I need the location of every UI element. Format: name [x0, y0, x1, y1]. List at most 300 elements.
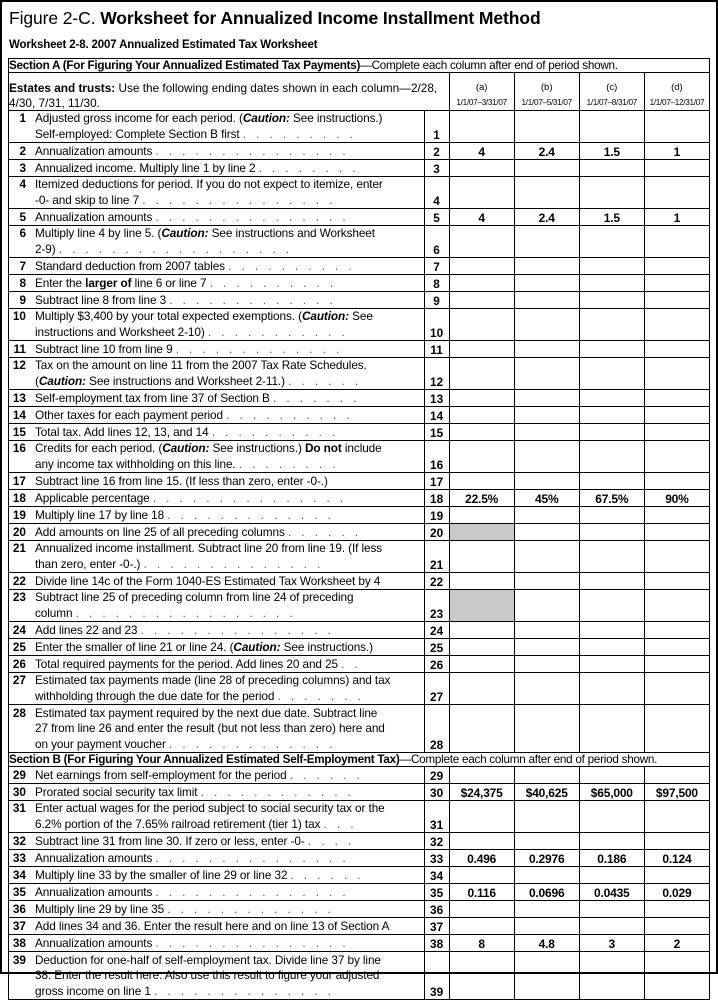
line-number-lead: 18 [12, 490, 26, 505]
value-cell-a[interactable] [449, 390, 514, 407]
line-description-text: Annualization amounts . . . . . . . . . . . . . . . [35, 209, 350, 224]
value-cell-d[interactable] [644, 473, 709, 490]
value-cell-c[interactable] [579, 358, 644, 390]
line-description-cell [9, 673, 425, 705]
line-description-text: Estimated tax payments made (line 28 of preceding columns) and tax withholding through the due date for the period . . . . . . . [35, 673, 391, 703]
line-description-text: Deduction for one-half of self-employment tax. Divide line 37 by line 38. Enter the result here. Also use this result to figure your adjusted gross income on line 1 . . . . . . . . . . . . . . [35, 952, 381, 998]
value-cell-d[interactable] [644, 309, 709, 341]
line-description-cell [9, 309, 425, 341]
value-cell-a[interactable]: $24,375 [449, 784, 514, 801]
line-number-cell: 9 [424, 292, 449, 309]
worksheet-line-row [9, 143, 710, 160]
value-cell-c[interactable]: 67.5% [579, 490, 644, 507]
value-cell-d[interactable]: 0.124 [644, 850, 709, 867]
worksheet-line-row [9, 590, 710, 622]
value-cell-d[interactable] [644, 656, 709, 673]
worksheet-line-row [9, 292, 710, 309]
value-cell-c[interactable] [579, 160, 644, 177]
line-description-text: Multiply $3,400 by your total expected exemptions. (Caution: See instructions and Worksheet 2-10) . . . . . . . . . . . [35, 309, 373, 339]
worksheet-line-row [9, 209, 710, 226]
value-cell-c[interactable] [579, 590, 644, 622]
value-cell-c[interactable] [579, 275, 644, 292]
line-description-text: Subtract line 8 from line 3 . . . . . . . . . . . . . [35, 292, 337, 307]
column-letter-c: (c) [606, 82, 618, 93]
section-b-banner-cell [9, 753, 710, 767]
line-description-text: Add amounts on line 25 of all preceding columns . . . . . . [35, 524, 362, 539]
value-cell-b[interactable] [514, 407, 579, 424]
value-cell-a[interactable] [449, 275, 514, 292]
value-cell-a[interactable] [449, 309, 514, 341]
value-cell-d[interactable] [644, 705, 709, 753]
line-description-text: Tax on the amount on line 11 from the 2007 Tax Rate Schedules. (Caution: See instructions and Worksheet 2-11.) . . . . . . [35, 358, 367, 388]
value-cell-d[interactable]: 0.029 [644, 884, 709, 901]
worksheet-line-row [9, 490, 710, 507]
value-cell-b[interactable] [514, 833, 579, 850]
worksheet-line-row [9, 258, 710, 275]
line-number-cell: 30 [424, 784, 449, 801]
value-cell-c[interactable] [579, 541, 644, 573]
value-cell-b[interactable]: 4.8 [514, 935, 579, 952]
value-cell-d[interactable] [644, 160, 709, 177]
value-cell-c[interactable] [579, 441, 644, 473]
value-cell-c[interactable]: 1.5 [579, 143, 644, 160]
line-description-text: Multiply line 4 by line 5. (Caution: See instructions and Worksheet 2-9) . . . . . . . . . . . . . . . . . . [35, 226, 375, 256]
line-number-cell: 2 [424, 143, 449, 160]
value-cell-a[interactable] [449, 258, 514, 275]
value-cell-b[interactable] [514, 639, 579, 656]
value-cell-b[interactable] [514, 622, 579, 639]
value-cell-b[interactable]: 2.4 [514, 209, 579, 226]
value-cell-b[interactable] [514, 275, 579, 292]
value-cell-a[interactable]: 0.116 [449, 884, 514, 901]
value-cell-c[interactable] [579, 407, 644, 424]
value-cell-b[interactable]: $40,625 [514, 784, 579, 801]
worksheet-line-row [9, 656, 710, 673]
value-cell-a[interactable] [449, 473, 514, 490]
value-cell-d[interactable] [644, 524, 709, 541]
line-number-lead: 20 [12, 524, 26, 539]
value-cell-c[interactable] [579, 673, 644, 705]
value-cell-a[interactable] [449, 622, 514, 639]
value-cell-b[interactable] [514, 177, 579, 209]
value-cell-d[interactable] [644, 292, 709, 309]
value-cell-c[interactable] [579, 226, 644, 258]
line-number-cell: 33 [424, 850, 449, 867]
value-cell-c[interactable] [579, 867, 644, 884]
section-b-tail: —Complete each column after end of period shown. [399, 753, 658, 766]
worksheet-body [9, 59, 710, 1000]
value-cell-a[interactable] [449, 292, 514, 309]
value-cell-d[interactable]: 90% [644, 490, 709, 507]
value-cell-a[interactable] [449, 111, 514, 143]
line-number-lead: 28 [12, 705, 26, 720]
line-description-cell [9, 275, 425, 292]
value-cell-d[interactable] [644, 590, 709, 622]
worksheet-line-row [9, 541, 710, 573]
line-description-text: Applicable percentage . . . . . . . . . . . . . . . [35, 490, 347, 505]
value-cell-d[interactable] [644, 801, 709, 833]
value-cell-b[interactable] [514, 309, 579, 341]
value-cell-b[interactable] [514, 801, 579, 833]
value-cell-d[interactable] [644, 622, 709, 639]
value-cell-d[interactable] [644, 901, 709, 918]
line-description-text: Subtract line 16 from line 15. (If less than zero, enter -0-.) [35, 473, 328, 488]
line-description-cell [9, 935, 425, 952]
section-a-banner-cell [9, 59, 710, 73]
line-number-lead: 5 [19, 209, 26, 224]
value-cell-b[interactable] [514, 292, 579, 309]
value-cell-c[interactable] [579, 341, 644, 358]
line-number-cell: 11 [424, 341, 449, 358]
value-cell-d[interactable] [644, 275, 709, 292]
value-cell-c[interactable] [579, 622, 644, 639]
line-number-cell: 1 [424, 111, 449, 143]
value-cell-c[interactable] [579, 309, 644, 341]
column-letter-d: (d) [671, 82, 683, 93]
line-number-cell: 8 [424, 275, 449, 292]
figure-title [9, 7, 709, 29]
line-description-text: Total required payments for the period. Add lines 20 and 25 . . [35, 656, 362, 671]
line-description-cell [9, 952, 425, 1000]
value-cell-d[interactable] [644, 952, 709, 1000]
line-description-cell [9, 407, 425, 424]
line-number-lead: 22 [12, 573, 26, 588]
line-description-text: Annualization amounts . . . . . . . . . . . . . . . [35, 850, 350, 865]
value-cell-c[interactable]: 0.186 [579, 850, 644, 867]
value-cell-d[interactable] [644, 424, 709, 441]
value-cell-a[interactable] [449, 833, 514, 850]
line-description-cell [9, 622, 425, 639]
line-description-text: Divide line 14c of the Form 1040-ES Estimated Tax Worksheet by 4 [35, 573, 381, 588]
value-cell-a[interactable]: 4 [449, 209, 514, 226]
worksheet-line-row [9, 935, 710, 952]
value-cell-d[interactable] [644, 833, 709, 850]
value-cell-b[interactable] [514, 867, 579, 884]
worksheet-line-row [9, 226, 710, 258]
line-number-cell: 12 [424, 358, 449, 390]
value-cell-d[interactable] [644, 390, 709, 407]
column-header-c [579, 73, 644, 111]
line-number-lead: 17 [12, 473, 26, 488]
line-number-cell: 17 [424, 473, 449, 490]
value-cell-c[interactable] [579, 258, 644, 275]
value-cell-a[interactable] [449, 177, 514, 209]
line-number-lead: 24 [12, 622, 26, 637]
worksheet-line-row [9, 918, 710, 935]
value-cell-c[interactable] [579, 801, 644, 833]
value-cell-b[interactable]: 45% [514, 490, 579, 507]
column-dates-a: 1/1/07–3/31/07 [456, 97, 507, 107]
line-number-cell: 37 [424, 918, 449, 935]
value-cell-c[interactable] [579, 111, 644, 143]
worksheet-line-row [9, 833, 710, 850]
value-cell-b[interactable]: 0.2976 [514, 850, 579, 867]
line-number-lead: 30 [12, 784, 26, 799]
value-cell-c[interactable] [579, 292, 644, 309]
line-description-text: Multiply line 29 by line 35 . . . . . . . . . . . . . [35, 901, 335, 916]
value-cell-b[interactable] [514, 590, 579, 622]
value-cell-c[interactable] [579, 424, 644, 441]
line-description-cell [9, 143, 425, 160]
value-cell-d[interactable] [644, 918, 709, 935]
value-cell-d[interactable] [644, 507, 709, 524]
line-description-cell [9, 656, 425, 673]
value-cell-c[interactable] [579, 767, 644, 784]
value-cell-a[interactable] [449, 867, 514, 884]
line-number-lead: 3 [19, 160, 26, 175]
value-cell-b[interactable] [514, 673, 579, 705]
worksheet-line-row [9, 160, 710, 177]
line-number-cell: 34 [424, 867, 449, 884]
line-description-cell [9, 209, 425, 226]
worksheet-line-row [9, 673, 710, 705]
value-cell-d[interactable] [644, 226, 709, 258]
value-cell-b[interactable] [514, 358, 579, 390]
value-cell-b[interactable] [514, 226, 579, 258]
line-description-cell [9, 258, 425, 275]
value-cell-a[interactable]: 8 [449, 935, 514, 952]
estates-note-lead: Estates and trusts: [9, 81, 116, 95]
value-cell-b[interactable] [514, 767, 579, 784]
line-number-cell: 26 [424, 656, 449, 673]
section-a-tail: —Complete each column after end of period shown. [360, 59, 618, 72]
estates-note-row [9, 73, 710, 111]
line-number-lead: 7 [19, 258, 26, 273]
line-description-text: Other taxes for each payment period . . . . . . . . . . [35, 407, 354, 422]
line-description-text: Annualization amounts . . . . . . . . . . . . . . . [35, 935, 350, 950]
line-number-cell: 36 [424, 901, 449, 918]
line-description-text: Annualized income. Multiply line 1 by line 2 . . . . . . . . [35, 160, 359, 175]
line-number-cell: 31 [424, 801, 449, 833]
line-description-cell [9, 177, 425, 209]
worksheet-line-row [9, 524, 710, 541]
value-cell-a[interactable] [449, 341, 514, 358]
value-cell-b[interactable] [514, 424, 579, 441]
line-description-text: Add lines 22 and 23 . . . . . . . . . . . . . . . [35, 622, 335, 637]
line-number-cell: 6 [424, 226, 449, 258]
value-cell-d[interactable]: 1 [644, 209, 709, 226]
value-cell-c[interactable] [579, 473, 644, 490]
column-header-d [644, 73, 709, 111]
line-number-lead: 12 [12, 358, 26, 372]
worksheet-line-row [9, 309, 710, 341]
value-cell-a[interactable]: 22.5% [449, 490, 514, 507]
value-cell-c[interactable]: 1.5 [579, 209, 644, 226]
worksheet-line-row [9, 573, 710, 590]
line-description-cell [9, 358, 425, 390]
value-cell-a[interactable] [449, 424, 514, 441]
line-number-cell: 16 [424, 441, 449, 473]
value-cell-c[interactable] [579, 705, 644, 753]
value-cell-c[interactable]: 3 [579, 935, 644, 952]
column-dates-c: 1/1/07–8/31/07 [586, 97, 637, 107]
value-cell-d[interactable]: $97,500 [644, 784, 709, 801]
column-header-a [449, 73, 514, 111]
value-cell-c[interactable] [579, 901, 644, 918]
line-description-text: Adjusted gross income for each period. (Caution: See instructions.) Self-employed: Complete Section B first . . . . . . . . . [35, 111, 383, 141]
line-number-lead: 31 [12, 801, 26, 815]
value-cell-c[interactable] [579, 573, 644, 590]
value-cell-b[interactable] [514, 573, 579, 590]
value-cell-a[interactable] [449, 573, 514, 590]
estates-note-cell [9, 73, 450, 111]
worksheet-line-row [9, 441, 710, 473]
value-cell-a[interactable] [449, 767, 514, 784]
value-cell-a[interactable] [449, 590, 514, 622]
line-description-cell [9, 341, 425, 358]
column-dates-d: 1/1/07–12/31/07 [649, 97, 705, 107]
section-b-title: Section B (For Figuring Your Annualized Estimated Self-Employment Tax) [9, 753, 400, 766]
value-cell-d[interactable] [644, 407, 709, 424]
line-description-cell [9, 639, 425, 656]
value-cell-d[interactable] [644, 358, 709, 390]
value-cell-c[interactable] [579, 390, 644, 407]
value-cell-a[interactable] [449, 918, 514, 935]
line-description-cell [9, 867, 425, 884]
figure-label: Figure 2-C. [9, 8, 96, 28]
value-cell-d[interactable] [644, 767, 709, 784]
value-cell-d[interactable] [644, 867, 709, 884]
line-number-lead: 8 [19, 275, 26, 290]
line-description-text: Net earnings from self-employment for the period . . . . . . [35, 767, 364, 782]
value-cell-a[interactable] [449, 673, 514, 705]
value-cell-b[interactable] [514, 524, 579, 541]
value-cell-d[interactable] [644, 573, 709, 590]
value-cell-c[interactable]: $65,000 [579, 784, 644, 801]
value-cell-b[interactable] [514, 541, 579, 573]
value-cell-d[interactable] [644, 541, 709, 573]
line-number-cell: 19 [424, 507, 449, 524]
value-cell-d[interactable] [644, 639, 709, 656]
line-description-cell [9, 524, 425, 541]
line-description-text: Annualization amounts . . . . . . . . . . . . . . . [35, 884, 350, 899]
value-cell-a[interactable] [449, 656, 514, 673]
line-description-cell [9, 541, 425, 573]
line-number-cell: 35 [424, 884, 449, 901]
line-description-cell [9, 473, 425, 490]
value-cell-b[interactable]: 0.0696 [514, 884, 579, 901]
line-description-text: Enter the larger of line 6 or line 7 . . . . . . . . . . [35, 275, 337, 290]
line-number-lead: 4 [19, 177, 26, 191]
worksheet-line-row [9, 901, 710, 918]
line-description-cell [9, 490, 425, 507]
value-cell-b[interactable] [514, 918, 579, 935]
line-description-text: Subtract line 10 from line 9 . . . . . . . . . . . . . [35, 341, 343, 356]
line-number-lead: 32 [12, 833, 26, 848]
value-cell-a[interactable] [449, 639, 514, 656]
line-description-cell [9, 784, 425, 801]
column-dates-b: 1/1/07–5/31/07 [521, 97, 572, 107]
line-description-text: Total tax. Add lines 12, 13, and 14 . . . . . . . . . . [35, 424, 339, 439]
line-number-lead: 34 [12, 867, 26, 882]
value-cell-c[interactable] [579, 952, 644, 1000]
line-number-lead: 33 [12, 850, 26, 865]
value-cell-b[interactable] [514, 111, 579, 143]
worksheet-line-row [9, 639, 710, 656]
line-description-text: Annualized income installment. Subtract line 20 from line 19. (If less than zero, enter -0-.) . . . . . . . . . . . . . . [35, 541, 383, 571]
value-cell-b[interactable] [514, 341, 579, 358]
line-number-cell: 32 [424, 833, 449, 850]
value-cell-a[interactable]: 0.496 [449, 850, 514, 867]
value-cell-c[interactable] [579, 507, 644, 524]
worksheet-line-row [9, 622, 710, 639]
line-number-cell: 5 [424, 209, 449, 226]
line-number-lead: 6 [19, 226, 26, 240]
value-cell-a[interactable] [449, 507, 514, 524]
value-cell-a[interactable] [449, 407, 514, 424]
worksheet-line-row [9, 407, 710, 424]
value-cell-b[interactable] [514, 473, 579, 490]
value-cell-b[interactable] [514, 390, 579, 407]
value-cell-a[interactable] [449, 226, 514, 258]
value-cell-b[interactable] [514, 656, 579, 673]
value-cell-a[interactable] [449, 901, 514, 918]
value-cell-b[interactable] [514, 952, 579, 1000]
value-cell-d[interactable] [644, 177, 709, 209]
value-cell-b[interactable] [514, 507, 579, 524]
value-cell-a[interactable] [449, 524, 514, 541]
line-description-text: Itemized deductions for period. If you do not expect to itemize, enter -0- and skip to line 7 . . . . . . . . . . . . . . . [35, 177, 383, 207]
value-cell-c[interactable] [579, 639, 644, 656]
value-cell-b[interactable] [514, 901, 579, 918]
value-cell-a[interactable] [449, 952, 514, 1000]
value-cell-c[interactable] [579, 177, 644, 209]
line-number-lead: 35 [12, 884, 26, 899]
line-description-cell [9, 590, 425, 622]
value-cell-d[interactable] [644, 441, 709, 473]
value-cell-d[interactable]: 2 [644, 935, 709, 952]
line-description-cell [9, 833, 425, 850]
line-description-text: Prorated social security tax limit . . . . . . . . . . . . [35, 784, 355, 799]
line-number-cell: 15 [424, 424, 449, 441]
worksheet-line-row [9, 390, 710, 407]
value-cell-a[interactable] [449, 801, 514, 833]
value-cell-b[interactable] [514, 705, 579, 753]
value-cell-c[interactable] [579, 656, 644, 673]
value-cell-c[interactable] [579, 524, 644, 541]
value-cell-c[interactable]: 0.0435 [579, 884, 644, 901]
value-cell-a[interactable] [449, 160, 514, 177]
line-description-cell [9, 111, 425, 143]
value-cell-d[interactable] [644, 258, 709, 275]
value-cell-d[interactable] [644, 111, 709, 143]
worksheet-line-row [9, 801, 710, 833]
line-number-lead: 1 [19, 111, 26, 125]
value-cell-d[interactable] [644, 673, 709, 705]
line-description-cell [9, 390, 425, 407]
column-letter-a: (a) [475, 82, 488, 93]
value-cell-d[interactable] [644, 341, 709, 358]
line-number-cell: 3 [424, 160, 449, 177]
value-cell-d[interactable]: 1 [644, 143, 709, 160]
line-description-cell [9, 573, 425, 590]
value-cell-b[interactable] [514, 160, 579, 177]
value-cell-c[interactable] [579, 833, 644, 850]
value-cell-a[interactable] [449, 358, 514, 390]
value-cell-b[interactable]: 2.4 [514, 143, 579, 160]
value-cell-a[interactable]: 4 [449, 143, 514, 160]
value-cell-b[interactable] [514, 441, 579, 473]
value-cell-c[interactable] [579, 918, 644, 935]
value-cell-b[interactable] [514, 258, 579, 275]
value-cell-a[interactable] [449, 705, 514, 753]
line-description-cell [9, 292, 425, 309]
line-number-lead: 26 [12, 656, 26, 671]
value-cell-a[interactable] [449, 441, 514, 473]
value-cell-a[interactable] [449, 541, 514, 573]
line-number-lead: 23 [12, 590, 26, 604]
line-number-lead: 38 [12, 935, 26, 950]
